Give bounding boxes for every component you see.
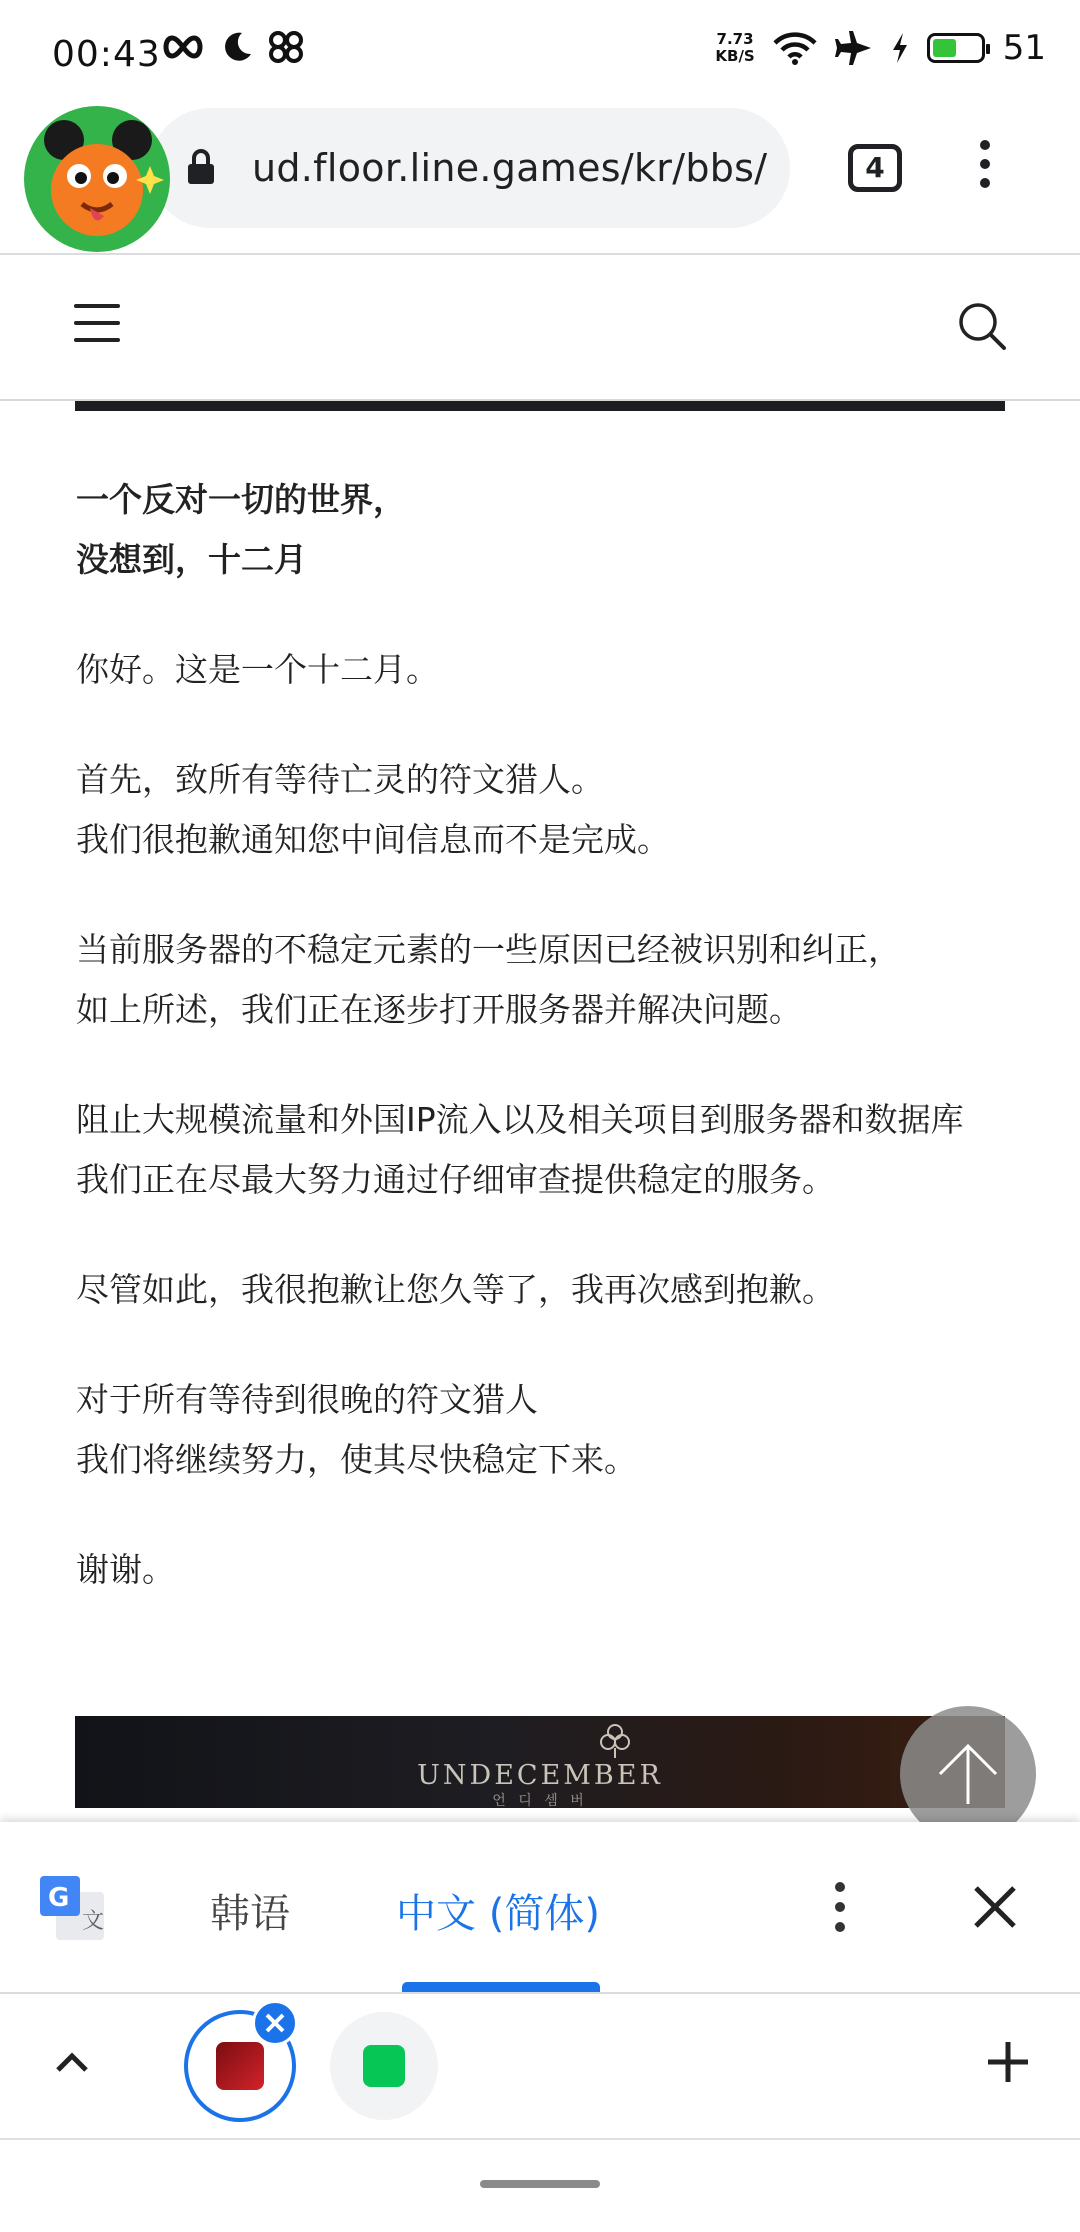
- more-vert-icon[interactable]: [980, 140, 990, 188]
- translate-bar: [0, 1822, 1080, 1992]
- nav-divider: [0, 2138, 1080, 2140]
- paragraph-greeting: 你好。这是一个十二月。: [76, 650, 439, 689]
- banner-logo-text: UNDECEMBER: [417, 1760, 663, 1791]
- airplane-icon: [835, 30, 873, 66]
- emblem-icon: [598, 1722, 632, 1758]
- url-text[interactable]: ud.floor.line.games/kr/bbs/: [252, 146, 768, 190]
- article-body: [76, 470, 1006, 1650]
- site-header: [0, 256, 1080, 399]
- wifi-icon: [773, 31, 817, 65]
- paragraph-line: 我们正在尽最大努力通过仔细审查提供稳定的服务。: [76, 1160, 835, 1199]
- url-bar[interactable]: [150, 108, 790, 228]
- svg-text:文: 文: [82, 1909, 105, 1934]
- close-icon[interactable]: [972, 1884, 1018, 1930]
- hamburger-menu-icon[interactable]: [74, 304, 120, 342]
- status-time: 00:43: [52, 34, 161, 75]
- pinwheel-icon: [268, 30, 304, 64]
- heading-line: 没想到，十二月: [76, 540, 307, 579]
- toolbar-divider: [0, 253, 1080, 255]
- paragraph-line: 对于所有等待到很晚的符文猎人: [76, 1380, 538, 1419]
- more-vert-icon[interactable]: [835, 1882, 845, 1932]
- paragraph-line: 我们很抱歉通知您中间信息而不是完成。: [76, 820, 670, 859]
- network-speed: [715, 31, 754, 65]
- close-icon: [255, 2003, 295, 2043]
- floating-sticker-avatar[interactable]: [24, 106, 170, 252]
- cartoon-face-icon: [24, 106, 170, 252]
- add-icon[interactable]: [984, 2038, 1032, 2086]
- selected-tab-indicator: [402, 1982, 600, 1992]
- source-language-tab[interactable]: 韩语: [210, 1891, 290, 1937]
- paragraph-line: 阻止大规模流量和外国IP流入以及相关项目到服务器和数据库: [76, 1100, 964, 1139]
- article-heading: [76, 470, 1006, 590]
- infinity-icon: [160, 34, 206, 60]
- paragraph-sorry: 尽管如此，我很抱歉让您久等了，我再次感到抱歉。: [76, 1270, 835, 1309]
- banner-subtitle: 언 디 셈 버: [492, 1793, 588, 1808]
- undecember-favicon: [216, 2042, 264, 2090]
- paragraph-traffic: [76, 1090, 1006, 1210]
- chevron-up-icon[interactable]: [54, 2048, 90, 2074]
- battery-percent: 51: [1002, 28, 1046, 68]
- google-translate-icon[interactable]: [38, 1874, 106, 1942]
- paragraph-server-status: [76, 920, 1006, 1040]
- undecember-banner: [75, 1716, 1005, 1808]
- status-notification-icons: [160, 30, 304, 64]
- close-tab-badge[interactable]: [252, 2000, 298, 2046]
- network-speed-value: 7.73: [716, 30, 754, 48]
- top-image-edge: [75, 401, 1005, 411]
- paragraph-apology: [76, 750, 1006, 870]
- target-language-tab[interactable]: 中文 (简体): [396, 1891, 600, 1937]
- heading-line: 一个反对一切的世界，: [76, 480, 406, 519]
- tab-switcher-button[interactable]: 4: [848, 144, 902, 192]
- tab-group-item[interactable]: [330, 2012, 438, 2120]
- paragraph-line: 当前服务器的不稳定元素的一些原因已经被识别和纠正，: [76, 930, 901, 969]
- battery-level: [933, 39, 956, 57]
- paragraph-commitment: [76, 1370, 1006, 1490]
- moon-icon: [220, 30, 254, 64]
- status-system-icons: [715, 28, 1046, 68]
- paragraph-line: 我们将继续努力，使其尽快稳定下来。: [76, 1440, 637, 1479]
- battery-icon: [927, 33, 985, 63]
- line-games-favicon: [363, 2045, 405, 2087]
- network-speed-unit: KB/S: [715, 47, 755, 65]
- paragraph-line: 如上所述，我们正在逐步打开服务器并解决问题。: [76, 990, 802, 1029]
- tab-group-bar: [0, 1994, 1080, 2138]
- search-icon[interactable]: [956, 300, 1008, 352]
- lock-icon[interactable]: [186, 148, 216, 186]
- gesture-navigation-bar[interactable]: [480, 2180, 600, 2188]
- svg-text:G: G: [48, 1883, 70, 1913]
- paragraph-line: 首先，致所有等待亡灵的符文猎人。: [76, 760, 604, 799]
- charging-bolt-icon: [891, 33, 909, 63]
- paragraph-thanks: 谢谢。: [76, 1550, 175, 1589]
- status-bar: [0, 0, 1080, 104]
